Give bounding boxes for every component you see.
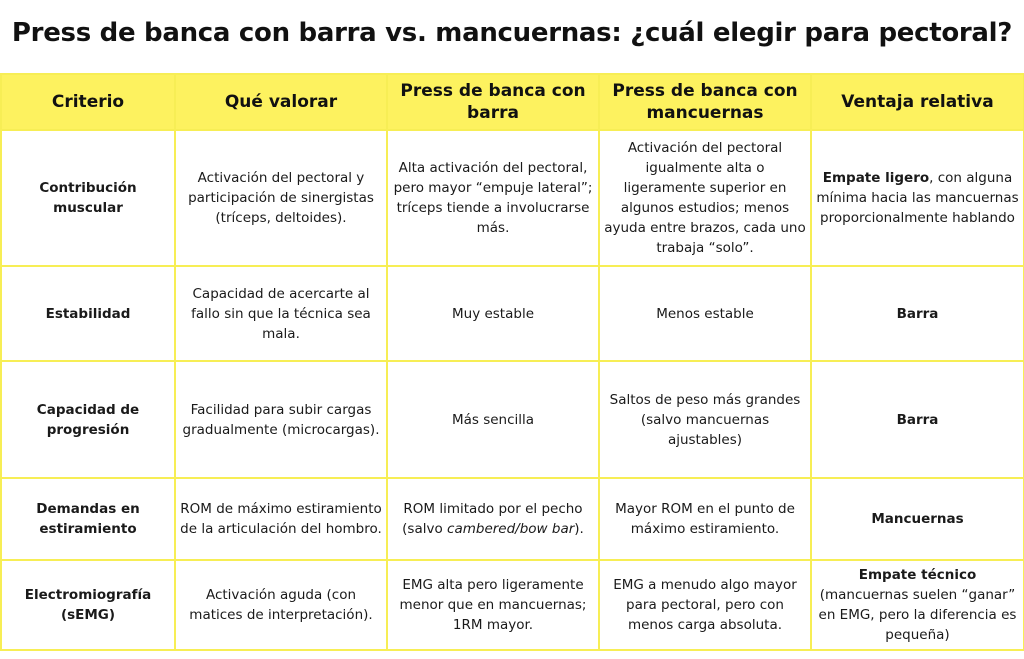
ventaja-cell	[811, 361, 1024, 478]
que-valorar-cell: ROM de máximo estiramiento de la articulación del hombro.	[175, 478, 387, 560]
ventaja-cell	[811, 266, 1024, 361]
header-ventaja: Ventaja relativa	[811, 74, 1024, 130]
barra-text-end: ).	[574, 521, 584, 537]
que-valorar-cell: Activación aguda (con matices de interpretación).	[175, 560, 387, 650]
table-row	[1, 361, 1024, 478]
table-header-row	[1, 74, 1024, 130]
header-criterio: Criterio	[1, 74, 175, 130]
barra-cell	[387, 478, 599, 560]
header-que-valorar: Qué valorar	[175, 74, 387, 130]
mancuernas-cell: Menos estable	[599, 266, 811, 361]
que-valorar-cell: Facilidad para subir cargas gradualmente (microcargas).	[175, 361, 387, 478]
ventaja-highlight: Barra	[896, 305, 939, 322]
table-row	[1, 478, 1024, 560]
table-row	[1, 560, 1024, 650]
criterio-cell: Demandas en estiramiento	[1, 478, 175, 560]
barra-cell: Alta activación del pectoral, pero mayor “empuje lateral”; tríceps tiende a involucrarse más.	[387, 130, 599, 266]
table-row	[1, 130, 1024, 266]
page-title: Press de banca con barra vs. mancuernas: ¿cuál elegir para pectoral?	[11, 18, 1013, 48]
ventaja-highlight: Empate ligero	[822, 170, 930, 186]
barra-cell: EMG alta pero ligeramente menor que en mancuernas; 1RM mayor.	[387, 560, 599, 650]
comparison-table	[0, 73, 1024, 651]
table-row	[1, 266, 1024, 361]
barra-cell: Muy estable	[387, 266, 599, 361]
header-mancuernas: Press de banca con mancuernas	[599, 74, 811, 130]
ventaja-highlight: Empate técnico	[858, 567, 977, 583]
criterio-cell: Contribución muscular	[1, 130, 175, 266]
ventaja-highlight: Barra	[896, 411, 939, 428]
que-valorar-cell: Activación del pectoral y participación de sinergistas (tríceps, deltoides).	[175, 130, 387, 266]
header-barra: Press de banca con barra	[387, 74, 599, 130]
mancuernas-cell: Saltos de peso más grandes (salvo mancuernas ajustables)	[599, 361, 811, 478]
mancuernas-cell: Mayor ROM en el punto de máximo estiramiento.	[599, 478, 811, 560]
ventaja-cell	[811, 560, 1024, 650]
ventaja-cell	[811, 130, 1024, 266]
ventaja-highlight: Mancuernas	[871, 511, 964, 527]
mancuernas-cell: EMG a menudo algo mayor para pectoral, pero con menos carga absoluta.	[599, 560, 811, 650]
barra-italic-text: cambered/bow bar	[447, 521, 575, 537]
criterio-cell: Capacidad de progresión	[1, 361, 175, 478]
ventaja-cell	[811, 478, 1024, 560]
barra-text: ROM limitado por el pecho (salvo	[402, 501, 583, 537]
que-valorar-cell: Capacidad de acercarte al fallo sin que la técnica sea mala.	[175, 266, 387, 361]
criterio-cell: Electromiografía (sEMG)	[1, 560, 175, 650]
mancuernas-cell: Activación del pectoral igualmente alta o ligeramente superior en algunos estudios; menos ayuda entre brazos, cada uno trabaja “solo”.	[599, 130, 811, 266]
barra-cell: Más sencilla	[387, 361, 599, 478]
ventaja-detail: , con alguna mínima hacia las mancuernas proporcionalmente hablando	[816, 170, 1019, 226]
criterio-cell: Estabilidad	[1, 266, 175, 361]
ventaja-detail: (mancuernas suelen “ganar” en EMG, pero la diferencia es pequeña)	[818, 587, 1017, 643]
